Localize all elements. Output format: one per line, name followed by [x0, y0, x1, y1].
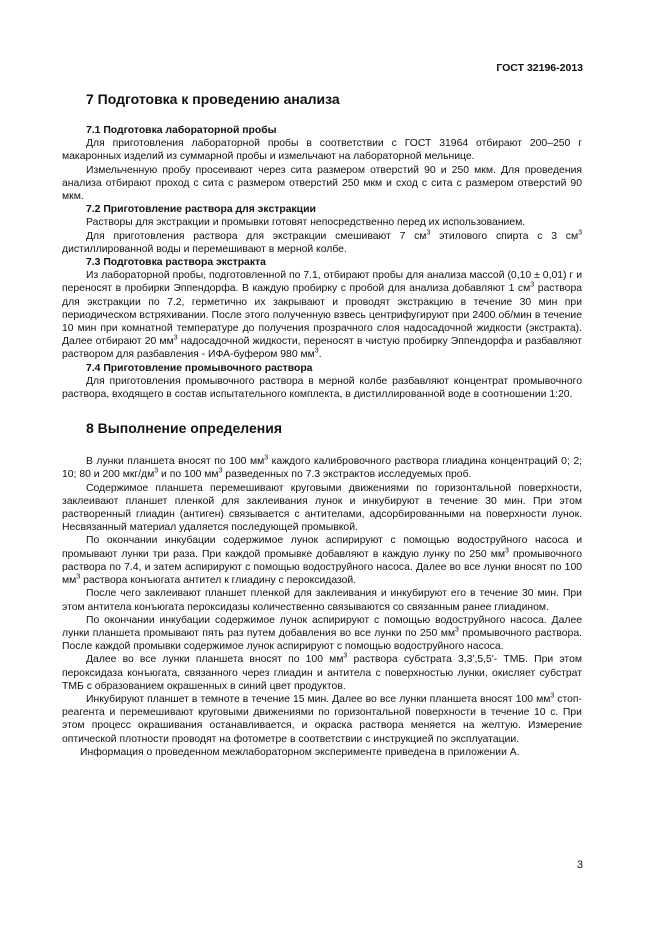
paragraph: Для приготовления промывочного раствора в мерной колбе разбавляют концентрат промывочного раствора, входящего в состав испытательного комплекта, в дистиллированной воде в соотношении 1:20.	[62, 375, 582, 401]
document-body	[62, 90, 582, 759]
standard-number: ГОСТ 32196-2013	[496, 62, 583, 74]
paragraph: После чего заклеивают планшет пленкой для заклеивания и инкубируют его в течение 30 мин. При этом антитела конъюгата пероксидазы количественно связываются со связанным ранее глиадином.	[62, 588, 582, 613]
section-7-1-title: 7.1 Подготовка лабораторной пробы	[86, 125, 277, 136]
section-7-4-title: 7.4 Приготовление промывочного раствора	[86, 362, 313, 374]
paragraph: Для приготовления раствора для экстракции смешивают 7 $см^3$ этилового спирта с 3 $см^3$ дистиллированной воды и перемешивают в мерной колбе.	[62, 229, 582, 255]
page-number: 3	[576, 859, 583, 871]
paragraph: Для приготовления лабораторной пробы в соответствии с ГОСТ 31964 отбирают 200–250 г макаронных изделий из суммарной пробы и измельчают на лабораторной мельнице.	[62, 138, 582, 163]
paragraph: В лунки планшета вносят по 100 $мм^3$ каждого калибровочного раствора глиадина концентраций 0; 2; 10; 80 и 200 мкг/$дм^3$ и по 100 $мм^3$ разведенных по 7.3 экстрактов исследуемых проб.	[62, 454, 582, 481]
paragraph: Инкубируют планшет в темноте в течение 15 мин. Далее во все лунки планшета вносят 100 $мм^3$ стоп-реагента и перемешивают круговыми движениями по горизонтальной поверхности в течение 10 с. При этом процесс окрашивания останавливается, и окраска раствора меняется на желтую. Измерение оптической плотности проводят на фотометре в соответствии с инструкцией по эксплуатации.	[62, 692, 583, 745]
paragraph: Из лабораторной пробы, подготовленной по 7.1, отбирают пробы для анализа массой (0,10 ± 0,01) г и переносят в пробирки Эппендорфа. В каждую пробирку с пробой для анализа добавляют 1 $см^3$ раствора для экстракции по 7.2, герметично их закрывают и проводят экстракцию в течение 30 мин при периодическом встряхивании. После этого полученную взвесь центрифугируют при 2400 об/мин в течение 10 мин при комнатной температуре до получения прозрачного слоя надосадочной жидкости (экстракта). Далее отбирают 20 $мм^3$ надосадочной жидкости, переносят в чистую пробирку Эппендорфа и разбавляют раствором для разбавления - ИФА-буфером 980 $мм^3$.	[62, 270, 583, 361]
section-7-heading: 7 Подготовка к проведению анализа	[86, 91, 340, 107]
paragraph: По окончании инкубации содержимое лунок аспирируют с помощью водоструйного насоса. Далее лунки планшета промывают пять раз путем добавления во все лунки по 250 $мм^3$ промывочного раствора. После каждой промывки содержимое лунок аспирируют с помощью водоструйного насоса.	[62, 614, 582, 653]
section-7-2-title: 7.2 Приготовление раствора для экстракции	[86, 204, 316, 216]
paragraph: Далее во все лунки планшета вносят по 100 $мм^3$ раствора субстрата 3,3',5,5'- ТМБ. При этом пероксидаза конъюгата, связанного через глиадин и антитела с поверхностью лунки, окисляет субстрат ТМБ с образованием окрашенных в синий цвет продуктов.	[62, 652, 582, 692]
paragraph: По окончании инкубации содержимое лунок аспирируют с помощью водоструйного насоса и промывают лунки три раза. При каждой промывке добавляют в каждую лунку по 250 $мм^3$ промывочного раствора по 7.4, и затем аспирируют с помощью водоструйного насоса. Далее во все лунки вносят по 100 $мм^3$ раствора конъюгата антител к глиадину с пероксидазой.	[62, 535, 582, 587]
paragraph: Информация о проведенном межлабораторном эксперименте приведена в приложении А.	[80, 746, 520, 758]
paragraph: Измельченную пробу просеивают через сита размером отверстий 90 и 250 мкм. Для проведения анализа отбирают проход с сита с размером отверстий 250 мкм и сход с сита с размером отверстий 90 мкм.	[62, 164, 582, 203]
paragraph: Растворы для экстракции и промывки готовят непосредственно перед их использованием.	[86, 217, 526, 229]
paragraph: Содержимое планшета перемешивают круговыми движениями по горизонтальной поверхности, заклеивают планшет пленкой для заклеивания лунок и инкубируют в течение 30 мин. При этом растворенный глиадин (антиген) связывается с антителами, адсорбированными на поверхности лунок. Несвязанный материал удаляется последующей промывкой.	[62, 482, 582, 534]
section-7-3-title: 7.3 Подготовка раствора экстракта	[86, 257, 266, 269]
section-8-heading: 8 Выполнение определения	[86, 420, 283, 437]
